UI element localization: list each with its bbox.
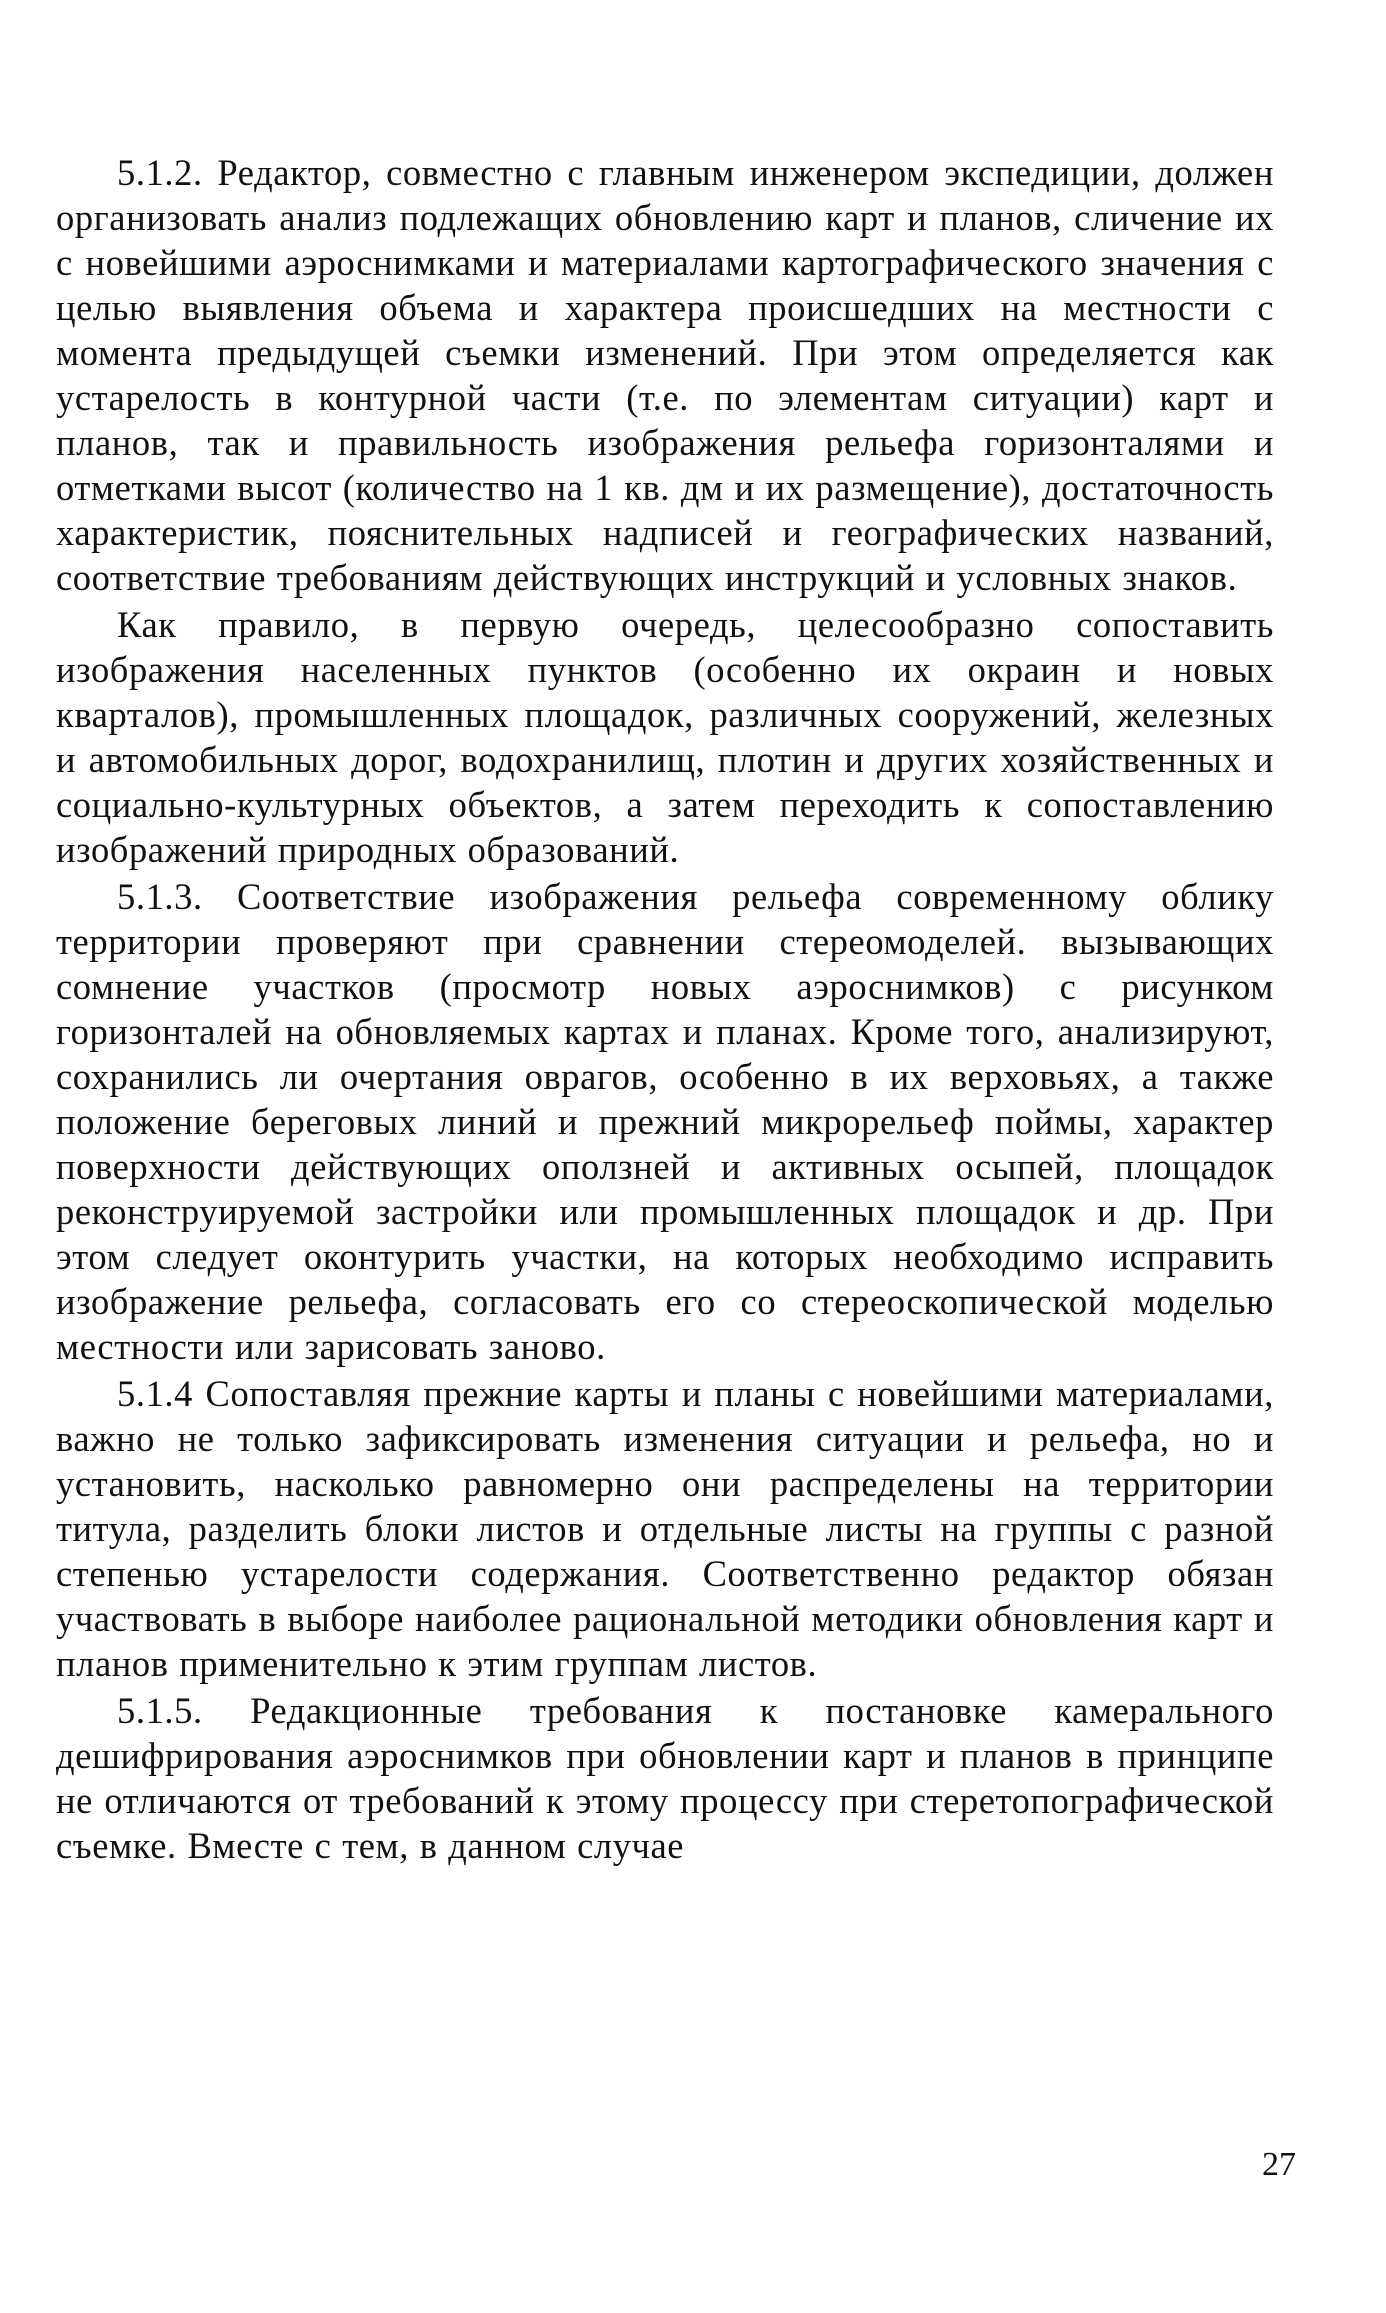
paragraph-priority-comparison: Как правило, в первую очередь, целесообразно сопоставить изображения населенных пунктов (особенно их окраин и новых кварталов), промышленных площадок, различных сооружений, железных и автомобильных дорог, водохранилищ, плотин и других хозяйственных и социально-культурных объектов, а затем переходить к сопоставлению изображений природных образований. xyxy=(56,604,1274,870)
body-text xyxy=(56,150,1274,1870)
paragraph-5-1-2: 5.1.2. Редактор, совместно с главным инженером экспедиции, должен организовать анализ подлежащих обновлению карт и планов, сличение их с новейшими аэроснимками и материалами картографического значения с целью выявления объема и характера происшедших на местности с момента предыдущей съемки изменений. При этом определяется как устарелость в контурной части (т.е. по элементам ситуации) карт и планов, так и правильность изображения рельефа горизонталями и отметками высот (количество на 1 кв. дм и их размещение), достаточность характеристик, пояснительных надписей и географических названий, соответствие требованиям действующих инструкций и условных знаков. xyxy=(56,152,1274,598)
paragraph-5-1-5: 5.1.5. Редакционные требования к постановке камерального дешифрирования аэроснимков при обновлении карт и планов в принципе не отличаются от требований к этому процессу при стеретопографической съемке. Вместе с тем, в данном случае xyxy=(56,1690,1274,1866)
page-number: 27 xyxy=(1262,2146,1296,2183)
paragraph-5-1-4: 5.1.4 Сопоставляя прежние карты и планы с новейшими материалами, важно не только зафиксировать изменения ситуации и рельефа, но и установить, насколько равномерно они распределены на территории титула, разделить блоки листов и отдельные листы на группы с разной степенью устарелости содержания. Соответственно редактор обязан участвовать в выборе наиболее рациональной методики обновления карт и планов применительно к этим группам листов. xyxy=(56,1373,1274,1684)
paragraph-5-1-3: 5.1.3. Соответствие изображения рельефа современному облику территории проверяют при сравнении стереомоделей. вызывающих сомнение участков (просмотр новых аэроснимков) с рисунком горизонталей на обновляемых картах и планах. Кроме того, анализируют, сохранились ли очертания оврагов, особенно в их верховьях, а также положение береговых линий и прежний микрорельеф поймы, характер поверхности действующих оползней и активных осыпей, площадок реконструируемой застройки или промышленных площадок и др. При этом следует оконтурить участки, на которых необходимо исправить изображение рельефа, согласовать его со стереоскопической моделью местности или зарисовать заново. xyxy=(56,876,1274,1367)
